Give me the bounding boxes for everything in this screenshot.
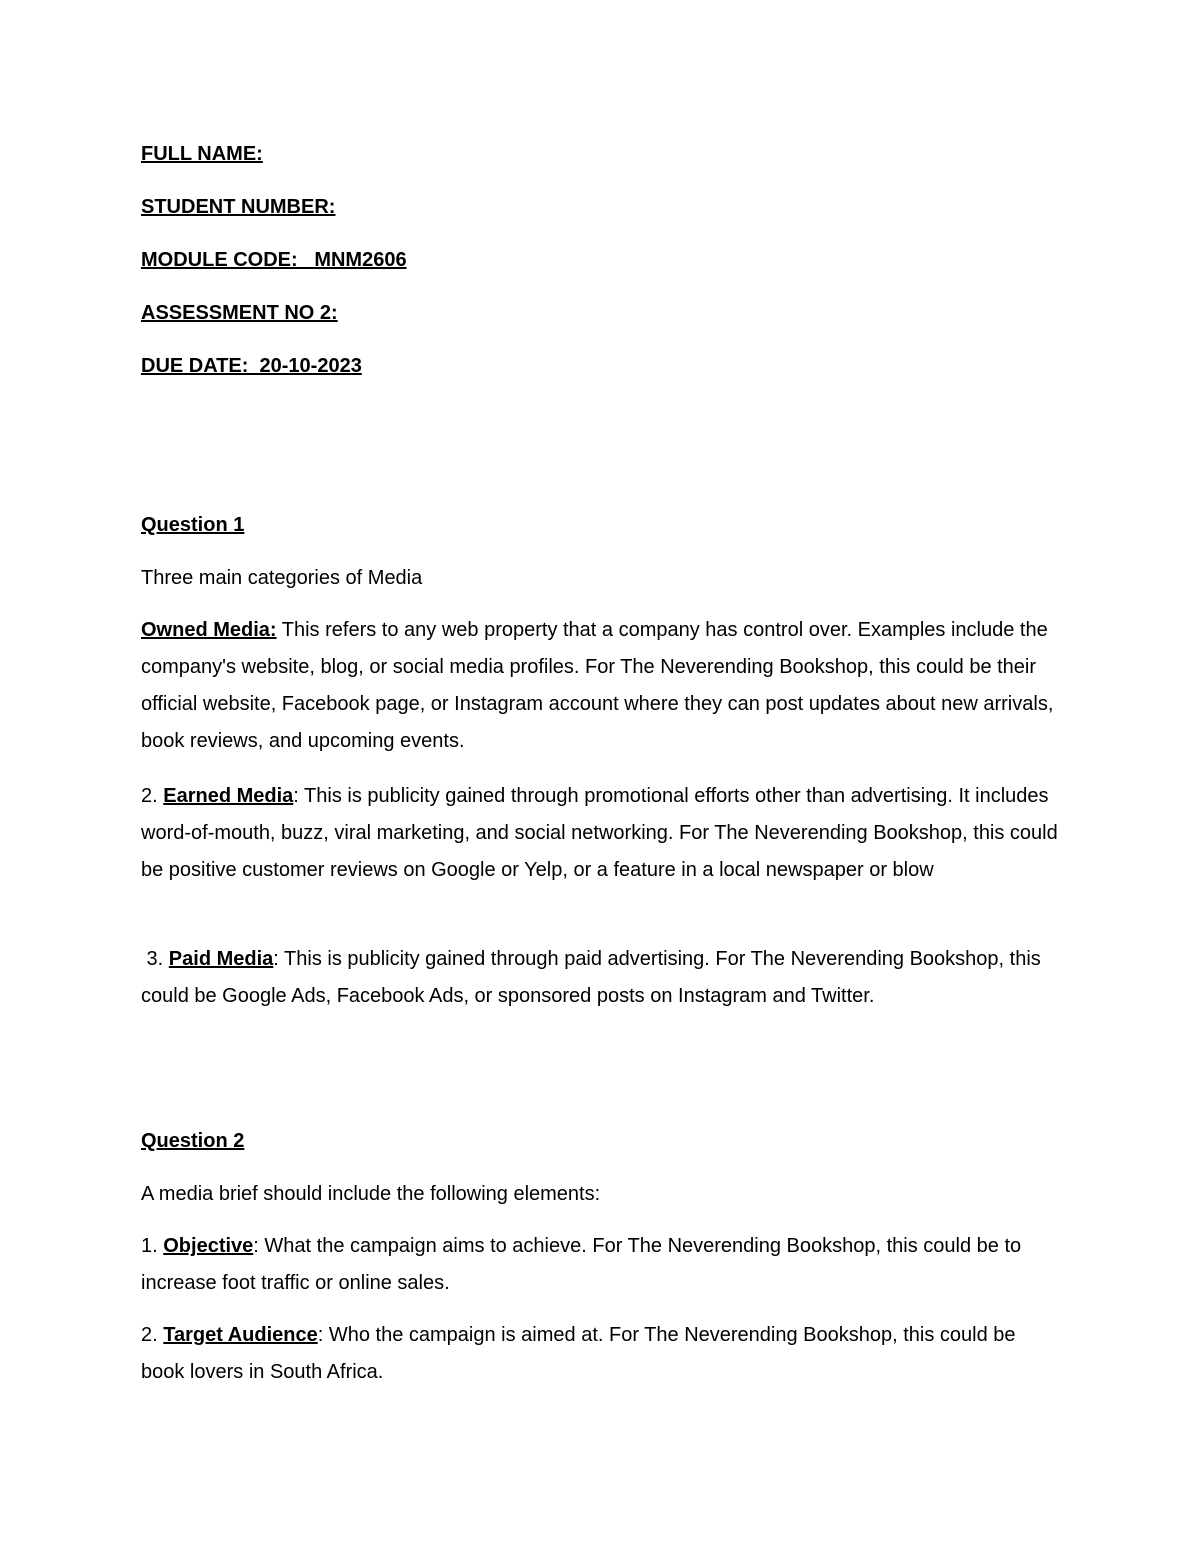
target-audience-text: : Who the campaign is aimed at. For The Neverending Bookshop, this could be book lovers in South Africa.	[141, 1324, 1016, 1383]
owned-media-text: This refers to any web property that a company has control over. Examples include the company's website, blog, or social media profiles. For The Neverending Bookshop, this could be their official website, Facebook page, or Instagram account where they can post updates about new arrivals, book reviews, and upcoming events.	[141, 619, 1054, 752]
student-number-label: STUDENT NUMBER:	[141, 196, 336, 218]
earned-media-term: Earned Media	[163, 785, 294, 807]
owned-media-paragraph	[141, 612, 1061, 760]
item-prefix: 1.	[141, 1235, 164, 1257]
earned-media-text: : This is publicity gained through promotional efforts other than advertising. It includes word-of-mouth, buzz, viral marketing, and social networking. For The Neverending Bookshop, this could be positive customer reviews on Google or Yelp, or a feature in a local newspaper or blow	[141, 785, 1058, 881]
question-1-heading: Question 1	[141, 514, 245, 536]
target-audience-term: Target Audience	[163, 1324, 318, 1346]
earned-media-paragraph	[141, 778, 1061, 889]
assessment-no-label: ASSESSMENT NO 2:	[141, 302, 338, 324]
item-prefix: 3.	[141, 948, 169, 970]
due-date-label: DUE DATE: 20-10-2023	[141, 355, 362, 377]
paid-media-term: Paid Media	[168, 948, 274, 970]
item-prefix: 2.	[141, 785, 164, 807]
objective-term: Objective	[163, 1235, 254, 1257]
full-name-label: FULL NAME:	[141, 143, 263, 165]
question-2-heading: Question 2	[141, 1130, 245, 1152]
paid-media-paragraph	[141, 941, 1061, 1015]
module-code-label: MODULE CODE: MNM2606	[141, 249, 407, 271]
paid-media-text: : This is publicity gained through paid advertising. For The Neverending Bookshop, this could be Google Ads, Facebook Ads, or sponsored posts on Instagram and Twitter.	[141, 948, 1041, 1007]
question-2-intro: A media brief should include the following elements:	[141, 1183, 601, 1205]
question-1-intro: Three main categories of Media	[141, 567, 423, 589]
target-audience-paragraph	[141, 1317, 1061, 1391]
objective-paragraph	[141, 1228, 1061, 1302]
objective-text: : What the campaign aims to achieve. For The Neverending Bookshop, this could be to increase foot traffic or online sales.	[141, 1235, 1022, 1294]
item-prefix: 2.	[141, 1324, 164, 1346]
owned-media-term: Owned Media:	[141, 619, 277, 641]
